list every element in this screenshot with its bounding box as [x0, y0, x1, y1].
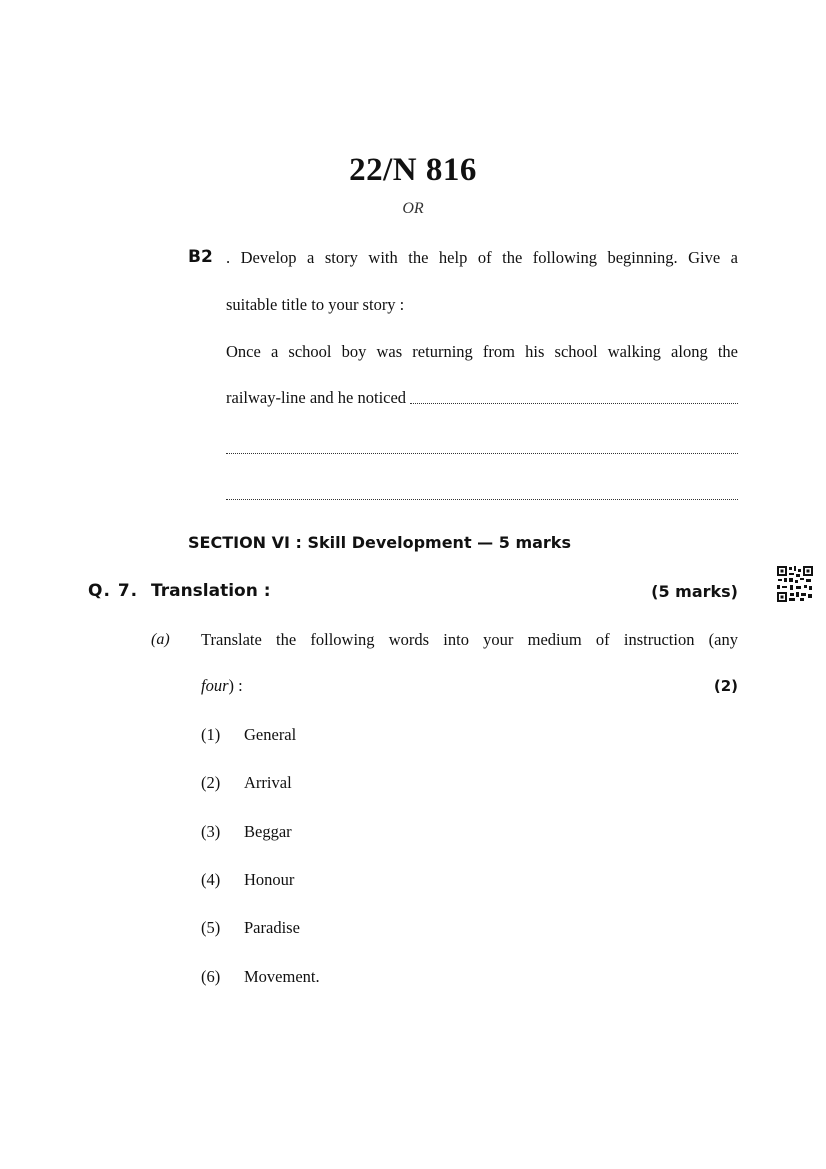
b2-story-beginning-line1: Once a school boy was returning from his school walking along the — [226, 342, 738, 361]
part-a-instruction-line2 — [201, 676, 243, 696]
part-a-italic-word: four — [201, 676, 229, 695]
or-separator: OR — [402, 200, 424, 217]
list-item-number: (2) — [201, 773, 221, 792]
paper-code: 22/N 816 — [349, 152, 477, 188]
question-7-number: Q. 7. — [88, 581, 139, 601]
section-heading: SECTION VI : Skill Development — 5 marks — [188, 533, 571, 552]
list-item-word: Beggar — [244, 822, 292, 841]
list-item-word: Movement. — [244, 967, 320, 986]
qr-code-icon — [776, 565, 814, 603]
list-item-word: Arrival — [244, 773, 292, 792]
list-item-number: (5) — [201, 918, 221, 937]
question-7-title: Translation : — [151, 581, 271, 601]
list-item-word: Honour — [244, 870, 295, 889]
list-item-word: General — [244, 725, 297, 744]
part-a-label: (a) — [151, 631, 170, 648]
list-item-word: Paradise — [244, 918, 300, 937]
list-item-number: (4) — [201, 870, 221, 889]
answer-dotted-line — [226, 452, 738, 454]
b2-instruction-line2: suitable title to your story : — [226, 295, 405, 314]
b2-story-text: railway-line and he noticed — [226, 388, 407, 407]
list-item-number: (1) — [201, 725, 221, 744]
part-a-marks: (2) — [713, 677, 738, 695]
answer-dotted-line — [226, 498, 738, 500]
question-b2-label: B2 — [188, 247, 213, 267]
part-a-instruction-line1: Translate the following words into your medium of instruction (any — [201, 630, 738, 649]
part-a-instruction-end: ) : — [228, 676, 243, 695]
b2-story-beginning-line2 — [226, 388, 738, 408]
answer-dotted-line — [410, 388, 738, 404]
list-item-number: (3) — [201, 822, 221, 841]
question-7-marks: (5 marks) — [651, 582, 738, 601]
list-item-number: (6) — [201, 967, 221, 986]
b2-instruction-line1: . Develop a story with the help of the following beginning. Give a — [226, 248, 738, 267]
